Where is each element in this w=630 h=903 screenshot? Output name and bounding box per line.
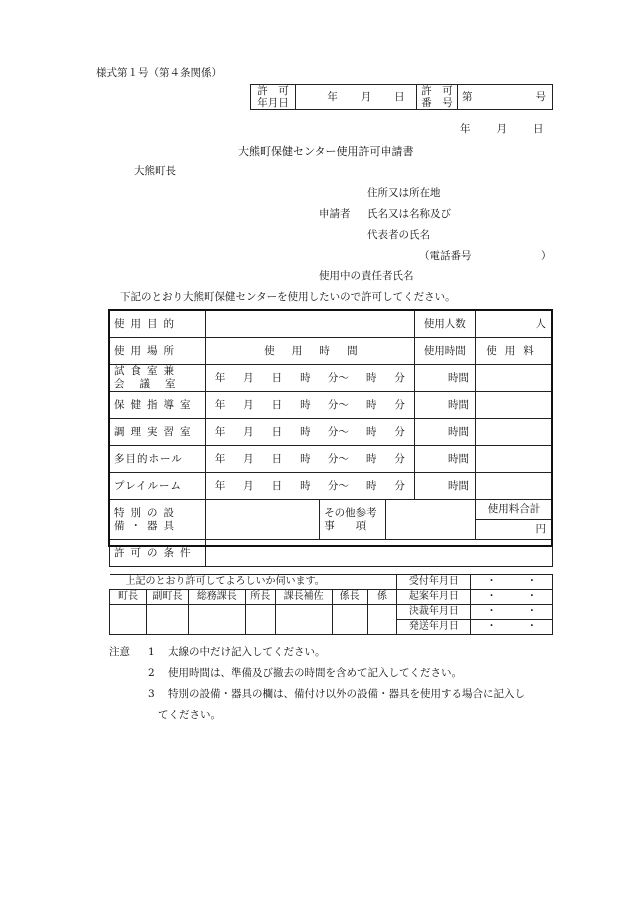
approval-table bbox=[109, 574, 553, 635]
permit-number-label: 許 可 番 号 bbox=[417, 85, 458, 110]
representative-label: 代表者の氏名 bbox=[367, 229, 430, 241]
stamp-director[interactable] bbox=[245, 605, 275, 635]
room-hours[interactable]: 時間 bbox=[414, 473, 475, 500]
form-id: 様式第１号（第４条関係） bbox=[96, 67, 222, 79]
note-1-text: 太線の中だけ記入してください。 bbox=[168, 646, 326, 658]
room-minute[interactable]: 分～ bbox=[320, 392, 357, 419]
notes-label: 注意 bbox=[109, 646, 130, 658]
room-year[interactable]: 年 bbox=[206, 473, 235, 500]
note-1-num: 1 bbox=[148, 646, 155, 658]
room-end-minute[interactable]: 分 bbox=[386, 473, 415, 500]
draft-date-value[interactable]: ・ ・ bbox=[471, 590, 553, 605]
dispatch-date-value[interactable]: ・ ・ bbox=[471, 620, 553, 635]
purpose-row bbox=[110, 311, 553, 338]
room-fee[interactable] bbox=[476, 473, 553, 500]
room-month[interactable]: 月 bbox=[234, 392, 263, 419]
note-2-num: 2 bbox=[148, 667, 155, 679]
room-hours[interactable]: 時間 bbox=[414, 419, 475, 446]
note-3-num: 3 bbox=[148, 688, 155, 700]
room-hour[interactable]: 時 bbox=[291, 365, 320, 392]
reception-date-label: 受付年月日 bbox=[397, 575, 471, 590]
room-end-hour[interactable]: 時 bbox=[357, 473, 386, 500]
phone-close: ） bbox=[541, 250, 552, 262]
room-hour[interactable]: 時 bbox=[291, 392, 320, 419]
room-row bbox=[110, 446, 553, 473]
room-end-minute[interactable]: 分 bbox=[386, 365, 415, 392]
room-end-minute[interactable]: 分 bbox=[386, 446, 415, 473]
room-day[interactable]: 日 bbox=[263, 365, 292, 392]
room-day[interactable]: 日 bbox=[263, 473, 292, 500]
address-label: 住所又は所在地 bbox=[367, 187, 441, 199]
permit-date-value[interactable]: 年 月 日 bbox=[296, 85, 417, 110]
room-row bbox=[110, 392, 553, 419]
stamp-general-affairs[interactable] bbox=[188, 605, 245, 635]
room-year[interactable]: 年 bbox=[206, 392, 235, 419]
addressee: 大熊町長 bbox=[134, 165, 176, 177]
room-hour[interactable]: 時 bbox=[291, 473, 320, 500]
room-month[interactable]: 月 bbox=[234, 473, 263, 500]
fee-total-cell bbox=[476, 500, 553, 540]
room-end-hour[interactable]: 時 bbox=[357, 392, 386, 419]
room-hours[interactable]: 時間 bbox=[414, 392, 475, 419]
room-name: 多目的ホール bbox=[110, 446, 206, 473]
room-minute[interactable]: 分～ bbox=[320, 473, 357, 500]
stamp-assistant[interactable] bbox=[275, 605, 332, 635]
room-year[interactable]: 年 bbox=[206, 365, 235, 392]
room-month[interactable]: 月 bbox=[234, 365, 263, 392]
room-end-minute[interactable]: 分 bbox=[386, 392, 415, 419]
position-director: 所長 bbox=[245, 590, 275, 605]
room-row bbox=[110, 419, 553, 446]
note-3-text: 特別の設備・器具の欄は、備付け以外の設備・器具を使用する場合に記入し bbox=[168, 688, 525, 700]
conditions-label: 許可の条件 bbox=[110, 540, 206, 567]
approval-request: 上記のとおり許可してよろしいか伺います。 bbox=[110, 575, 397, 590]
manager-label: 使用中の責任者氏名 bbox=[319, 270, 414, 282]
room-fee[interactable] bbox=[476, 419, 553, 446]
stamp-chief[interactable] bbox=[332, 605, 367, 635]
decision-date-value[interactable]: ・ ・ bbox=[471, 605, 553, 620]
room-fee[interactable] bbox=[476, 446, 553, 473]
draft-date-label: 起案年月日 bbox=[397, 590, 471, 605]
room-fee[interactable] bbox=[476, 365, 553, 392]
conditions-row bbox=[110, 540, 553, 567]
position-general-affairs: 総務課長 bbox=[188, 590, 245, 605]
room-name: 調理実習室 bbox=[110, 419, 206, 446]
room-hours[interactable]: 時間 bbox=[414, 365, 475, 392]
room-end-hour[interactable]: 時 bbox=[357, 365, 386, 392]
purpose-input[interactable] bbox=[206, 311, 415, 338]
equipment-label: 特別の設 備・器具 bbox=[110, 500, 206, 540]
permit-date-label: 許 可 年月日 bbox=[251, 85, 296, 110]
room-name: 試食室兼 会議室 bbox=[110, 365, 206, 392]
room-end-minute[interactable]: 分 bbox=[386, 419, 415, 446]
usage-time-label: 使用時間 bbox=[414, 338, 475, 365]
fee-total-yen[interactable]: 円 bbox=[535, 523, 546, 535]
room-row bbox=[110, 473, 553, 500]
page-title: 大熊町保健センター使用許可申請書 bbox=[238, 145, 414, 158]
room-name: プレイルーム bbox=[110, 473, 206, 500]
other-notes-label: その他参考 事 項 bbox=[320, 500, 386, 540]
place-label: 使用場所 bbox=[110, 338, 206, 365]
applicant-role: 申請者 bbox=[319, 208, 351, 220]
room-day[interactable]: 日 bbox=[263, 392, 292, 419]
position-assistant: 課長補佐 bbox=[275, 590, 332, 605]
permit-number-value[interactable]: 第 号 bbox=[458, 85, 553, 110]
room-day[interactable]: 日 bbox=[263, 419, 292, 446]
usage-table bbox=[109, 310, 553, 567]
reception-date-value[interactable]: ・ ・ bbox=[471, 575, 553, 590]
room-row bbox=[110, 365, 553, 392]
stamp-deputy-mayor[interactable] bbox=[146, 605, 188, 635]
note-3-continuation: てください。 bbox=[158, 709, 221, 721]
fee-total-label: 使用料合計 bbox=[476, 500, 552, 520]
position-mayor: 町長 bbox=[110, 590, 147, 605]
people-label: 使用人数 bbox=[414, 311, 475, 338]
room-month[interactable]: 月 bbox=[234, 419, 263, 446]
room-hour[interactable]: 時 bbox=[291, 419, 320, 446]
conditions-input[interactable] bbox=[206, 540, 553, 567]
room-minute[interactable]: 分～ bbox=[320, 446, 357, 473]
decision-date-label: 決裁年月日 bbox=[397, 605, 471, 620]
note-2-text: 使用時間は、準備及び撤去の時間を含めて記入してください。 bbox=[168, 667, 462, 679]
equipment-input[interactable] bbox=[206, 500, 320, 540]
position-chief: 係長 bbox=[332, 590, 367, 605]
position-deputy-mayor: 副町長 bbox=[146, 590, 188, 605]
room-month[interactable]: 月 bbox=[234, 446, 263, 473]
position-staff: 係 bbox=[367, 590, 397, 605]
room-fee[interactable] bbox=[476, 392, 553, 419]
stamp-staff[interactable] bbox=[367, 605, 397, 635]
application-date: 年 月 日 bbox=[460, 123, 544, 135]
permit-box bbox=[250, 84, 553, 110]
dispatch-date-label: 発送年月日 bbox=[397, 620, 471, 635]
header-row bbox=[110, 338, 553, 365]
phone-label: （電話番号 bbox=[419, 250, 472, 262]
equipment-row bbox=[110, 500, 553, 540]
purpose-label: 使用目的 bbox=[110, 311, 206, 338]
name-label: 氏名又は名称及び bbox=[367, 208, 451, 220]
room-hours[interactable]: 時間 bbox=[414, 446, 475, 473]
room-year[interactable]: 年 bbox=[206, 446, 235, 473]
room-hour[interactable]: 時 bbox=[291, 446, 320, 473]
fee-label: 使用料 bbox=[476, 338, 553, 365]
other-notes-input[interactable] bbox=[386, 500, 476, 540]
people-input[interactable]: 人 bbox=[476, 311, 553, 338]
room-end-hour[interactable]: 時 bbox=[357, 419, 386, 446]
stamp-mayor[interactable] bbox=[110, 605, 147, 635]
room-end-hour[interactable]: 時 bbox=[357, 446, 386, 473]
room-minute[interactable]: 分～ bbox=[320, 419, 357, 446]
datetime-header: 使 用 時 間 bbox=[206, 338, 415, 365]
room-minute[interactable]: 分～ bbox=[320, 365, 357, 392]
room-day[interactable]: 日 bbox=[263, 446, 292, 473]
room-name: 保健指導室 bbox=[110, 392, 206, 419]
room-year[interactable]: 年 bbox=[206, 419, 235, 446]
intro-text: 下記のとおり大熊町保健センターを使用したいので許可してください。 bbox=[120, 291, 456, 303]
